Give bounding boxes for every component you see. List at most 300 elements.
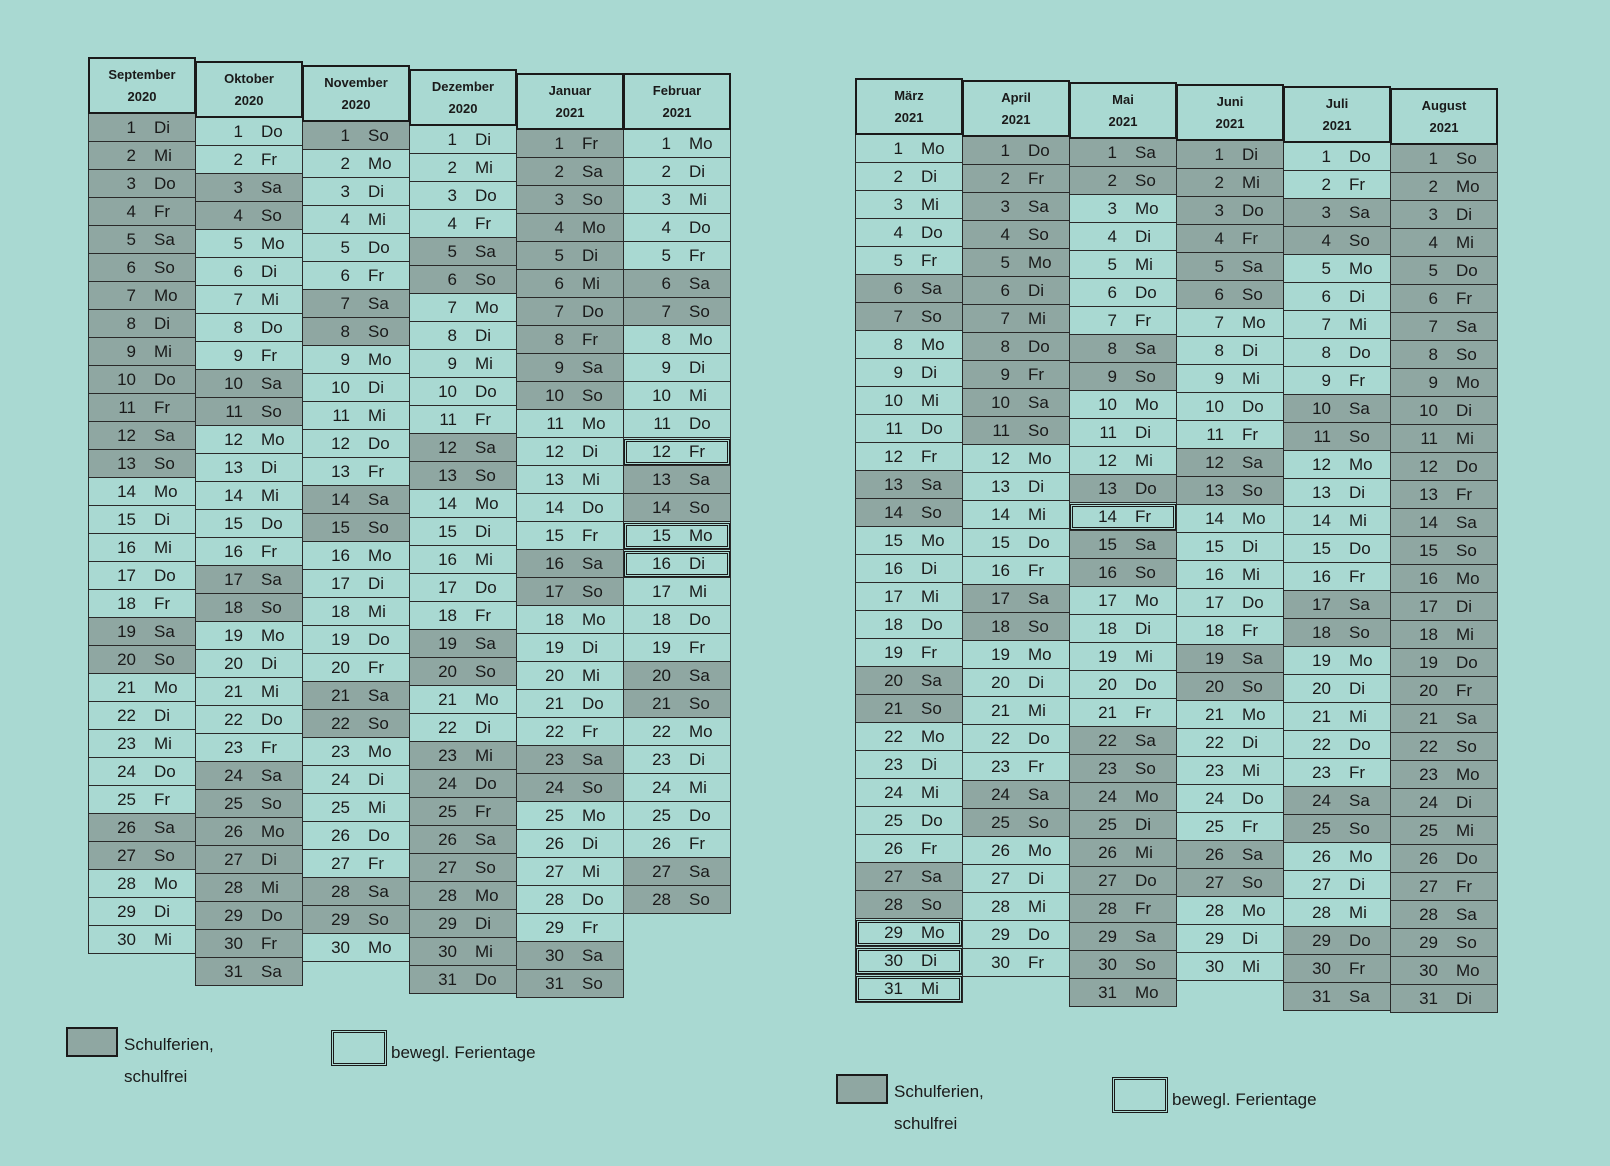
day-number: 22 — [1419, 736, 1438, 756]
weekday: Do — [1349, 734, 1371, 754]
day-cell — [302, 934, 410, 962]
day-number: 15 — [438, 521, 457, 541]
month-header — [1176, 84, 1284, 141]
day-number: 18 — [224, 597, 243, 617]
day-cell-holiday — [195, 398, 303, 426]
weekday: Fr — [261, 149, 278, 169]
weekday: So — [368, 909, 389, 929]
weekday: Fr — [1456, 484, 1473, 504]
weekday: Fr — [689, 245, 706, 265]
day-number: 21 — [1312, 706, 1331, 726]
day-number: 13 — [117, 453, 136, 473]
day-number: 5 — [554, 245, 564, 265]
day-number: 22 — [884, 726, 903, 746]
weekday: Mo — [689, 525, 713, 545]
weekday: Do — [475, 185, 497, 205]
day-cell — [1176, 505, 1284, 533]
day-cell-holiday — [1390, 845, 1498, 873]
day-cell-holiday — [516, 942, 624, 970]
weekday: Do — [582, 889, 604, 909]
day-cell — [195, 482, 303, 510]
day-cell-holiday — [962, 249, 1070, 277]
weekday: Di — [1242, 928, 1259, 948]
weekday: Mo — [1349, 846, 1373, 866]
weekday: So — [475, 465, 496, 485]
day-number: 4 — [893, 222, 903, 242]
holiday-label-1: Schulferien, — [894, 1082, 984, 1101]
day-cell — [88, 926, 196, 954]
weekday: Fr — [368, 657, 385, 677]
day-cell-holiday — [962, 781, 1070, 809]
day-number: 1 — [1107, 142, 1117, 162]
day-number: 23 — [545, 749, 564, 769]
day-number: 3 — [447, 185, 457, 205]
day-number: 2 — [1321, 174, 1331, 194]
weekday: Do — [475, 969, 497, 989]
day-number: 7 — [447, 297, 457, 317]
day-number: 25 — [884, 810, 903, 830]
weekday: Fr — [921, 838, 938, 858]
day-number: 3 — [1107, 198, 1117, 218]
day-number: 3 — [893, 194, 903, 214]
day-number: 10 — [1205, 396, 1224, 416]
day-cell — [1283, 283, 1391, 311]
weekday: Di — [154, 705, 171, 725]
day-cell-holiday — [1390, 369, 1498, 397]
day-number: 12 — [1419, 456, 1438, 476]
day-number: 1 — [340, 125, 350, 145]
weekday: So — [582, 581, 603, 601]
day-number: 9 — [447, 353, 457, 373]
day-number: 20 — [652, 665, 671, 685]
weekday: Sa — [368, 685, 389, 705]
weekday: Di — [154, 313, 171, 333]
day-cell-holiday — [1390, 173, 1498, 201]
weekday: So — [689, 497, 710, 517]
month-year: 2021 — [1108, 114, 1138, 130]
day-cell — [88, 506, 196, 534]
weekday: Fr — [1028, 364, 1045, 384]
weekday: Do — [1028, 728, 1050, 748]
day-cell — [88, 478, 196, 506]
day-cell-holiday — [1176, 169, 1284, 197]
weekday: Di — [261, 849, 278, 869]
weekday: Mi — [582, 273, 600, 293]
day-number: 9 — [340, 349, 350, 369]
weekday: Mi — [921, 194, 939, 214]
month-name: Februar — [652, 82, 702, 98]
day-cell — [1283, 899, 1391, 927]
day-number: 23 — [1205, 760, 1224, 780]
day-cell-holiday — [195, 846, 303, 874]
day-cell — [1069, 307, 1177, 335]
day-number: 11 — [1420, 428, 1438, 448]
day-cell — [1176, 533, 1284, 561]
day-number: 10 — [991, 392, 1010, 412]
day-cell — [623, 606, 731, 634]
weekday: Mi — [1349, 902, 1367, 922]
weekday: So — [1028, 420, 1049, 440]
day-cell-holiday — [1176, 477, 1284, 505]
day-number: 12 — [224, 429, 243, 449]
weekday: Do — [1456, 652, 1478, 672]
day-number: 27 — [1419, 876, 1438, 896]
weekday: Do — [689, 217, 711, 237]
month-column — [855, 78, 963, 1003]
day-cell — [1176, 953, 1284, 981]
day-number: 14 — [991, 504, 1010, 524]
weekday: Mo — [1028, 252, 1052, 272]
day-cell — [1069, 251, 1177, 279]
day-number: 17 — [1098, 590, 1117, 610]
day-cell — [88, 590, 196, 618]
day-number: 15 — [652, 525, 671, 545]
weekday: Fr — [1135, 310, 1152, 330]
day-number: 27 — [117, 845, 136, 865]
month-header — [88, 57, 196, 114]
weekday: Sa — [1135, 926, 1156, 946]
day-number: 25 — [1419, 820, 1438, 840]
day-cell — [855, 331, 963, 359]
weekday: So — [261, 793, 282, 813]
day-cell — [516, 494, 624, 522]
day-cell — [855, 835, 963, 863]
weekday: Mi — [1456, 428, 1474, 448]
day-cell-holiday — [1069, 727, 1177, 755]
weekday: Mo — [1135, 198, 1159, 218]
day-number: 3 — [1428, 204, 1438, 224]
day-cell — [1176, 813, 1284, 841]
weekday: Di — [368, 769, 385, 789]
weekday: Di — [582, 441, 599, 461]
weekday: Do — [689, 805, 711, 825]
day-number: 23 — [438, 745, 457, 765]
weekday: Di — [1135, 618, 1152, 638]
day-number: 29 — [224, 905, 243, 925]
weekday: So — [1028, 224, 1049, 244]
holiday-swatch — [836, 1074, 888, 1104]
weekday: Sa — [154, 817, 175, 837]
weekday: Sa — [368, 293, 389, 313]
weekday: Mo — [1242, 312, 1266, 332]
day-cell — [302, 738, 410, 766]
day-cell-holiday — [1176, 141, 1284, 169]
day-number: 9 — [661, 357, 671, 377]
weekday: Mi — [689, 189, 707, 209]
day-cell — [855, 443, 963, 471]
day-cell-holiday — [516, 746, 624, 774]
day-number: 4 — [1107, 226, 1117, 246]
day-cell — [623, 242, 731, 270]
day-number: 8 — [1107, 338, 1117, 358]
day-number: 20 — [1098, 674, 1117, 694]
day-cell — [855, 555, 963, 583]
day-number: 19 — [1419, 652, 1438, 672]
day-number: 4 — [661, 217, 671, 237]
day-cell-movable — [623, 550, 731, 578]
weekday: Di — [475, 325, 492, 345]
weekday: Do — [475, 381, 497, 401]
day-cell — [195, 258, 303, 286]
day-number: 11 — [225, 401, 243, 421]
day-number: 15 — [1205, 536, 1224, 556]
day-number: 27 — [991, 868, 1010, 888]
day-cell — [1176, 561, 1284, 589]
day-cell-holiday — [1390, 705, 1498, 733]
day-cell-holiday — [1176, 197, 1284, 225]
day-cell-holiday — [623, 886, 731, 914]
weekday: Mo — [475, 297, 499, 317]
weekday: Sa — [1349, 986, 1370, 1006]
day-cell-holiday — [88, 114, 196, 142]
day-cell-holiday — [1069, 811, 1177, 839]
day-number: 20 — [1312, 678, 1331, 698]
day-number: 2 — [893, 166, 903, 186]
day-cell — [195, 510, 303, 538]
day-cell — [1283, 255, 1391, 283]
day-number: 5 — [661, 245, 671, 265]
day-number: 20 — [1205, 676, 1224, 696]
day-number: 5 — [893, 250, 903, 270]
weekday: So — [475, 661, 496, 681]
month-year: 2020 — [234, 93, 264, 109]
day-cell-holiday — [1069, 951, 1177, 979]
day-number: 15 — [545, 525, 564, 545]
day-cell — [1283, 479, 1391, 507]
weekday: Sa — [475, 633, 496, 653]
weekday: Fr — [1242, 620, 1259, 640]
day-number: 31 — [438, 969, 457, 989]
day-number: 19 — [991, 644, 1010, 664]
weekday: Mi — [1135, 842, 1153, 862]
holiday-label-2: schulfrei — [124, 1067, 188, 1086]
day-number: 26 — [438, 829, 457, 849]
weekday: Mi — [1242, 760, 1260, 780]
day-number: 8 — [1214, 340, 1224, 360]
day-cell — [195, 342, 303, 370]
day-number: 12 — [884, 446, 903, 466]
day-cell — [962, 753, 1070, 781]
day-number: 8 — [1428, 344, 1438, 364]
day-number: 5 — [1321, 258, 1331, 278]
weekday: So — [1349, 818, 1370, 838]
weekday: Do — [368, 237, 390, 257]
weekday: Mi — [689, 385, 707, 405]
day-cell — [195, 146, 303, 174]
day-cell-holiday — [1390, 873, 1498, 901]
day-number: 18 — [991, 616, 1010, 636]
day-number: 21 — [991, 700, 1010, 720]
day-cell — [88, 786, 196, 814]
day-number: 10 — [1312, 398, 1331, 418]
day-number: 10 — [884, 390, 903, 410]
day-number: 11 — [118, 397, 136, 417]
day-cell — [516, 914, 624, 942]
weekday: Mi — [582, 861, 600, 881]
day-cell-holiday — [1390, 341, 1498, 369]
day-cell-holiday — [855, 471, 963, 499]
day-cell-holiday — [855, 275, 963, 303]
weekday: Fr — [1349, 566, 1366, 586]
weekday: Sa — [261, 961, 282, 981]
weekday: Fr — [582, 525, 599, 545]
day-number: 28 — [1312, 902, 1331, 922]
day-number: 3 — [661, 189, 671, 209]
day-number: 9 — [1214, 368, 1224, 388]
day-cell-holiday — [88, 394, 196, 422]
day-number: 20 — [438, 661, 457, 681]
day-number: 26 — [117, 817, 136, 837]
day-number: 2 — [661, 161, 671, 181]
day-cell-holiday — [516, 774, 624, 802]
weekday: So — [1242, 676, 1263, 696]
day-cell-holiday — [409, 742, 517, 770]
day-cell-holiday — [855, 891, 963, 919]
day-number: 14 — [1419, 512, 1438, 532]
day-number: 25 — [224, 793, 243, 813]
weekday: Mi — [582, 665, 600, 685]
weekday: Sa — [1242, 648, 1263, 668]
weekday: So — [1456, 148, 1477, 168]
weekday: Do — [1349, 342, 1371, 362]
weekday: Fr — [1349, 370, 1366, 390]
day-number: 13 — [884, 474, 903, 494]
weekday: Sa — [921, 278, 942, 298]
weekday: Do — [921, 418, 943, 438]
day-cell — [855, 779, 963, 807]
day-cell — [1283, 535, 1391, 563]
day-cell-movable — [1069, 503, 1177, 531]
day-number: 15 — [1312, 538, 1331, 558]
month-name: Oktober — [224, 70, 274, 86]
weekday: Sa — [368, 489, 389, 509]
weekday: Do — [1242, 788, 1264, 808]
month-year: 2021 — [894, 110, 924, 126]
day-cell — [1069, 671, 1177, 699]
day-cell-holiday — [855, 667, 963, 695]
weekday: So — [1135, 758, 1156, 778]
day-cell-holiday — [1390, 929, 1498, 957]
day-cell — [623, 214, 731, 242]
day-number: 5 — [126, 229, 136, 249]
day-cell-holiday — [195, 818, 303, 846]
day-number: 6 — [233, 261, 243, 281]
weekday: Mo — [1242, 900, 1266, 920]
weekday: Mi — [1028, 504, 1046, 524]
day-number: 22 — [224, 709, 243, 729]
day-cell-holiday — [623, 466, 731, 494]
day-cell-holiday — [1176, 225, 1284, 253]
day-cell-holiday — [88, 254, 196, 282]
weekday: Do — [261, 121, 283, 141]
month-column — [409, 69, 517, 994]
month-header — [855, 78, 963, 135]
day-cell-holiday — [1390, 425, 1498, 453]
day-cell — [409, 490, 517, 518]
weekday: So — [1349, 426, 1370, 446]
weekday: Mi — [1135, 254, 1153, 274]
weekday: Do — [1349, 146, 1371, 166]
weekday: Mi — [1028, 700, 1046, 720]
day-number: 20 — [331, 657, 350, 677]
weekday: Fr — [582, 721, 599, 741]
day-number: 25 — [331, 797, 350, 817]
day-cell — [1283, 171, 1391, 199]
weekday: Mi — [261, 485, 279, 505]
day-cell — [302, 626, 410, 654]
day-number: 27 — [1205, 872, 1224, 892]
month-year: 2021 — [1429, 120, 1459, 136]
day-number: 23 — [331, 741, 350, 761]
weekday: Mi — [921, 390, 939, 410]
day-cell — [623, 578, 731, 606]
weekday: Mo — [1349, 650, 1373, 670]
weekday: Do — [582, 693, 604, 713]
day-number: 24 — [991, 784, 1010, 804]
day-number: 12 — [331, 433, 350, 453]
weekday: Sa — [1028, 784, 1049, 804]
day-number: 21 — [1098, 702, 1117, 722]
day-number: 18 — [652, 609, 671, 629]
day-number: 2 — [340, 153, 350, 173]
day-cell — [855, 527, 963, 555]
day-number: 6 — [1107, 282, 1117, 302]
day-cell-holiday — [1390, 397, 1498, 425]
day-cell-holiday — [195, 902, 303, 930]
day-number: 11 — [1313, 426, 1331, 446]
day-cell — [962, 641, 1070, 669]
day-cell — [1283, 871, 1391, 899]
day-number: 15 — [1419, 540, 1438, 560]
day-cell — [855, 583, 963, 611]
weekday: Mo — [921, 138, 945, 158]
day-cell-holiday — [855, 499, 963, 527]
day-number: 1 — [1000, 140, 1010, 160]
day-number: 3 — [1214, 200, 1224, 220]
day-number: 29 — [1205, 928, 1224, 948]
day-cell — [195, 650, 303, 678]
day-number: 18 — [331, 601, 350, 621]
weekday: Di — [1456, 400, 1473, 420]
weekday: Di — [368, 573, 385, 593]
day-number: 3 — [233, 177, 243, 197]
day-cell-holiday — [88, 142, 196, 170]
weekday: Di — [582, 833, 599, 853]
day-number: 14 — [117, 481, 136, 501]
day-cell — [409, 518, 517, 546]
day-cell-holiday — [1283, 983, 1391, 1011]
day-cell-holiday — [1390, 733, 1498, 761]
weekday: Fr — [1456, 680, 1473, 700]
weekday: Mo — [261, 821, 285, 841]
weekday: Di — [1349, 874, 1366, 894]
day-cell — [962, 921, 1070, 949]
month-header — [195, 61, 303, 118]
day-cell-holiday — [409, 910, 517, 938]
month-name: Januar — [548, 82, 592, 98]
weekday: Sa — [261, 373, 282, 393]
weekday: Mi — [261, 289, 279, 309]
day-number: 29 — [1419, 932, 1438, 952]
day-number: 26 — [991, 840, 1010, 860]
day-cell-holiday — [1176, 841, 1284, 869]
day-number: 19 — [438, 633, 457, 653]
day-number: 19 — [1205, 648, 1224, 668]
weekday: Di — [261, 457, 278, 477]
day-cell — [195, 678, 303, 706]
day-cell — [623, 718, 731, 746]
weekday: Mo — [1456, 960, 1480, 980]
